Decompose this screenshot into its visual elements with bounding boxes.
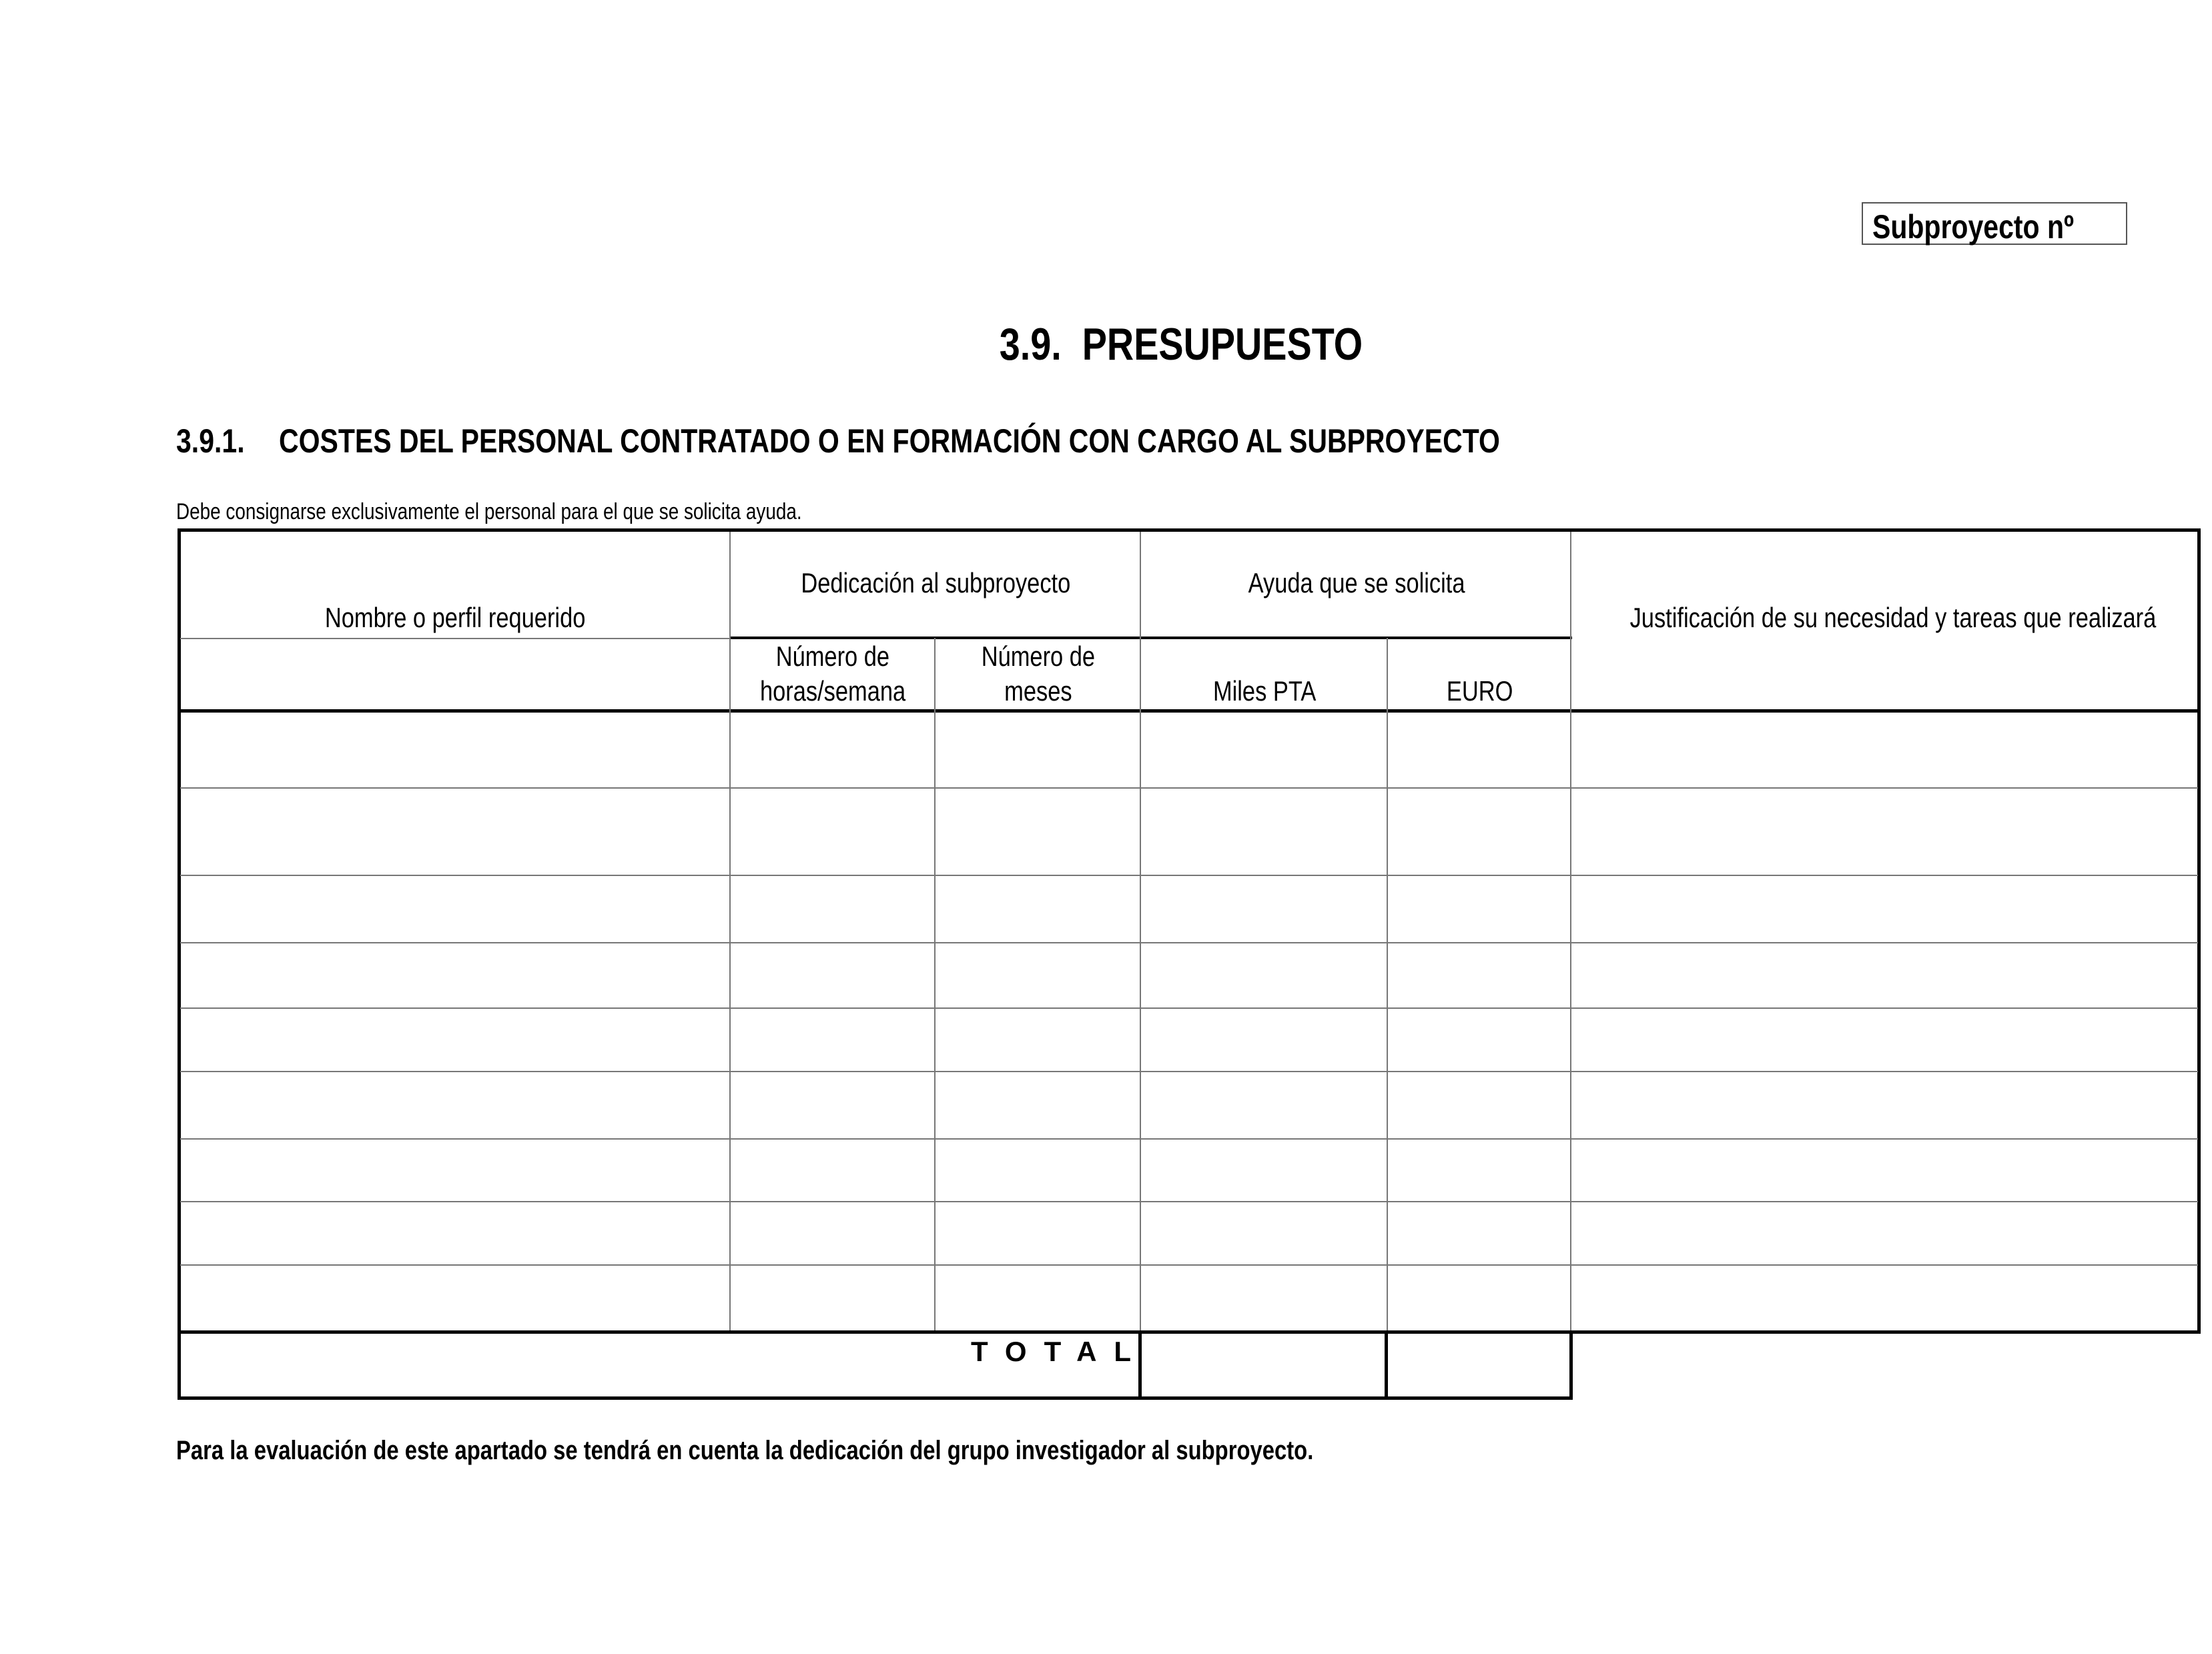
- total-col-line-3: [1569, 1330, 1573, 1400]
- subheader-line: [730, 637, 1572, 639]
- table-row[interactable]: [180, 1266, 2198, 1330]
- total-label: TOTAL: [971, 1336, 1149, 1367]
- section-title: COSTES DEL PERSONAL CONTRATADO O EN FORMACIÓN CON CARGO AL SUBPROYECTO: [279, 422, 1500, 460]
- total-miles-pta-field[interactable]: [1142, 1334, 1385, 1396]
- table-row[interactable]: [180, 789, 2198, 875]
- header-nombre: Nombre o perfil requerido: [324, 602, 586, 633]
- instruction-note: Debe consignarse exclusivamente el personal para el que se solicita ayuda.: [176, 499, 802, 524]
- header-ayuda: Ayuda que se solicita: [1248, 567, 1465, 598]
- subheader-line-left: [180, 638, 730, 639]
- header-justificacion: Justificación de su necesidad y tareas que realizará: [1629, 602, 2157, 633]
- table-row[interactable]: [180, 876, 2198, 942]
- table-row[interactable]: [180, 943, 2198, 1007]
- header-miles-pta: Miles PTA: [1212, 675, 1317, 707]
- table-top-border: [177, 528, 2201, 532]
- subproyecto-number-field[interactable]: [1862, 202, 2127, 245]
- table-row[interactable]: [180, 1072, 2198, 1138]
- header-meses: Número de meses: [981, 641, 1096, 707]
- table-row[interactable]: [180, 1009, 2198, 1071]
- total-bottom-border: [177, 1396, 1573, 1400]
- table-row[interactable]: [180, 1202, 2198, 1264]
- total-euro-field[interactable]: [1388, 1334, 1569, 1396]
- subproyecto-label: Subproyecto nº: [1872, 208, 2075, 246]
- section-number: 3.9.1.: [176, 422, 245, 460]
- header-euro: EURO: [1447, 675, 1513, 707]
- page-title: 3.9. PRESUPUESTO: [999, 319, 1363, 370]
- header-horas: Número de horas/semana: [759, 641, 906, 707]
- header-dedicacion: Dedicación al subproyecto: [801, 567, 1070, 598]
- table-row[interactable]: [180, 713, 2198, 787]
- table-row[interactable]: [180, 1140, 2198, 1201]
- footer-note: Para la evaluación de este apartado se tendrá en cuenta la dedicación del grupo investigador al subproyecto.: [176, 1436, 1314, 1465]
